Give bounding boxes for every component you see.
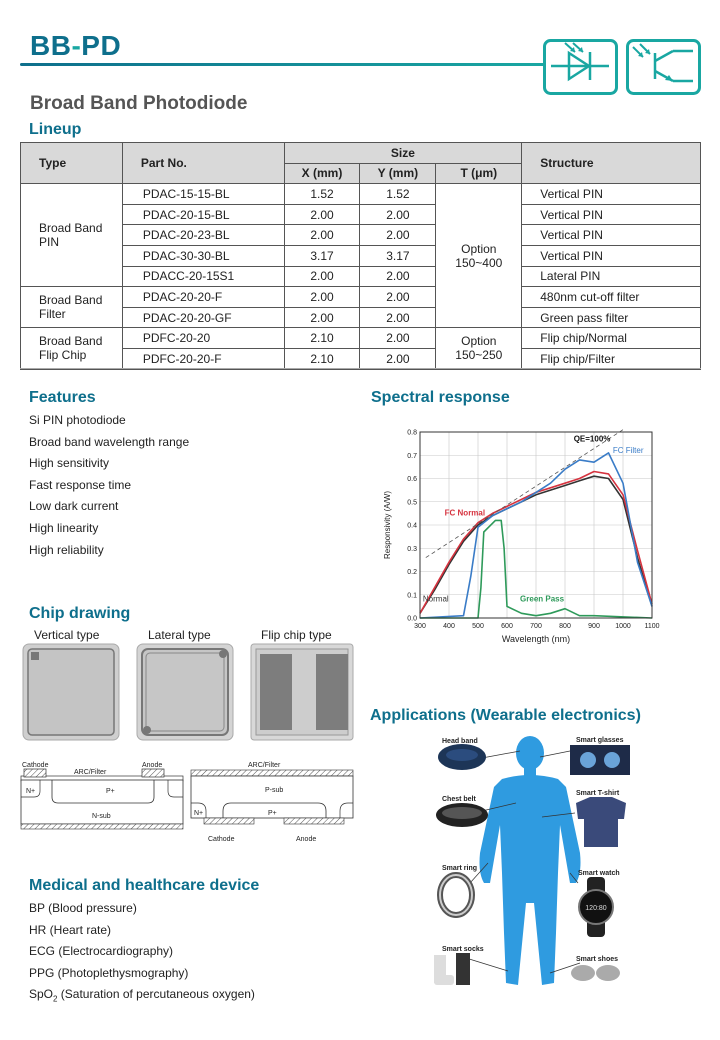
chart-grid: [420, 432, 652, 618]
header-size: Size: [284, 143, 522, 164]
watch-display: 120:80: [585, 905, 607, 912]
caption-vertical: Vertical type: [34, 628, 100, 642]
table-row: [21, 184, 701, 205]
structure-cell: Flip chip/Normal: [522, 328, 701, 349]
part-cell: PDACC-20-15S1: [122, 266, 284, 287]
label-smart-tshirt: Smart T-shirt: [576, 790, 620, 797]
annotation-green-pass: Green Pass: [520, 594, 565, 604]
smart-watch-icon: [579, 877, 613, 937]
header-part: Part No.: [122, 143, 284, 184]
y-tick-label: 0.5: [407, 499, 417, 507]
header-type: Type: [21, 143, 123, 184]
x-cell: 2.10: [284, 348, 360, 369]
table-row: [21, 245, 701, 266]
y-tick-label: 0.6: [407, 476, 417, 483]
label-smart-watch: Smart watch: [578, 870, 620, 877]
pplus-label-left: P+: [106, 788, 115, 795]
y-tick-label: 0.1: [407, 592, 417, 600]
x-tick-label: 300: [414, 623, 426, 630]
spectral-title: Spectral response: [371, 389, 510, 406]
features-title: Features: [29, 389, 96, 406]
y-cell: 2.00: [360, 204, 436, 225]
cross-section-diagram: [18, 755, 363, 850]
lineup-table: [20, 142, 701, 370]
part-cell: PDAC-20-15-BL: [122, 204, 284, 225]
brand-underline: [20, 63, 545, 66]
nplus-label-right: N+: [194, 810, 204, 817]
spo2-prefix: SpO: [29, 987, 54, 1002]
x-cell: 2.00: [284, 307, 360, 328]
medical-item: PPG (Photoplethysmography): [29, 965, 189, 980]
brand-suffix: PD: [81, 30, 122, 61]
t-cell: Option 150~250: [436, 328, 522, 369]
caption-lateral: Lateral type: [148, 628, 211, 642]
flipchip-image: [250, 643, 354, 741]
table-row: [21, 204, 701, 225]
annotation-fc-normal: FC Normal: [444, 508, 486, 518]
medical-item: HR (Heart rate): [29, 922, 112, 937]
x-tick-label: 800: [559, 623, 571, 630]
cathode-label: Cathode: [22, 762, 49, 769]
structure-cell: Vertical PIN: [522, 204, 701, 225]
chest-belt-icon: [436, 803, 488, 827]
header-x: X (mm): [284, 163, 360, 184]
headband-icon: [438, 744, 486, 770]
chart-ylabel: Responsivity (A/W): [383, 490, 392, 560]
human-body-icon: [480, 736, 581, 985]
y-tick-label: 0.4: [407, 522, 417, 530]
label-chest-belt: Chest belt: [442, 796, 476, 803]
brand-prefix: BB: [30, 30, 72, 61]
features-list: [29, 410, 189, 561]
feature-item: High sensitivity: [29, 456, 110, 471]
t-cell: Option 150~400: [436, 184, 522, 328]
feature-item: Si PIN photodiode: [29, 413, 126, 427]
medical-title: Medical and healthcare device: [29, 877, 260, 894]
structure-cell: Green pass filter: [522, 307, 701, 328]
part-cell: PDFC-20-20: [122, 328, 284, 349]
smart-ring-icon: [440, 875, 472, 915]
caption-flipchip: Flip chip type: [261, 628, 332, 642]
y-cell: 3.17: [360, 245, 436, 266]
feature-item: Fast response time: [29, 477, 132, 492]
x-cell: 2.00: [284, 266, 360, 287]
x-cell: 1.52: [284, 184, 360, 205]
nsub-label: N-sub: [92, 813, 111, 820]
annotation-qe: QE=100%: [573, 434, 611, 444]
y-tick-label: 0.8: [407, 429, 417, 437]
arc-label-right: ARC/Filter: [248, 762, 281, 769]
header-structure: Structure: [522, 143, 701, 184]
brand-title: [30, 30, 121, 62]
y-cell: 2.00: [360, 328, 436, 349]
x-cell: 2.00: [284, 204, 360, 225]
cathode-label-right: Cathode: [208, 836, 235, 843]
lateral-chip-image: [136, 643, 234, 741]
x-cell: 3.17: [284, 245, 360, 266]
annotation-normal: Normal: [422, 594, 449, 604]
y-tick-label: 0.3: [407, 545, 417, 553]
part-cell: PDAC-20-23-BL: [122, 225, 284, 246]
medical-list: [29, 898, 255, 1006]
table-row: [21, 287, 701, 308]
series-line-qe-100-: [426, 430, 623, 558]
feature-item: Broad band wavelength range: [29, 434, 190, 449]
feature-item: High reliability: [29, 542, 104, 557]
feature-item: Low dark current: [29, 499, 119, 514]
medical-item-spo2: [29, 984, 255, 1006]
lineup-title: Lineup: [29, 121, 82, 138]
feature-item: High linearity: [29, 520, 99, 535]
y-cell: 2.00: [360, 287, 436, 308]
x-cell: 2.00: [284, 225, 360, 246]
table-row: [21, 348, 701, 369]
part-cell: PDAC-20-20-GF: [122, 307, 284, 328]
header-y: Y (mm): [360, 163, 436, 184]
spo2-subscript: 2: [53, 994, 58, 1004]
annotation-fc-filter: FC Filter: [612, 445, 644, 455]
x-cell: 2.00: [284, 287, 360, 308]
x-tick-label: 900: [588, 623, 600, 630]
type-cell: Broad Band PIN: [21, 184, 123, 287]
chart-xlabel: Wavelength (nm): [501, 634, 571, 644]
applications-figure: [420, 733, 660, 998]
table-row: [21, 225, 701, 246]
structure-cell: Flip chip/Filter: [522, 348, 701, 369]
label-smart-socks: Smart socks: [442, 946, 484, 953]
y-tick-label: 0.0: [407, 615, 417, 623]
part-cell: PDAC-30-30-BL: [122, 245, 284, 266]
part-cell: PDAC-15-15-BL: [122, 184, 284, 205]
table-row: [21, 266, 701, 287]
page-subtitle: Broad Band Photodiode: [30, 93, 248, 114]
brand-dash: -: [71, 30, 82, 61]
smart-socks-icon: [434, 953, 470, 985]
nplus-label-left: N+: [26, 788, 36, 795]
structure-cell: Vertical PIN: [522, 184, 701, 205]
x-tick-label: 700: [530, 623, 542, 630]
structure-cell: Vertical PIN: [522, 225, 701, 246]
header-t: T (μm): [436, 163, 522, 184]
type-cell: Broad Band Filter: [21, 287, 123, 328]
structure-cell: Vertical PIN: [522, 245, 701, 266]
table-row: [21, 307, 701, 328]
part-cell: PDAC-20-20-F: [122, 287, 284, 308]
x-tick-label: 600: [501, 623, 513, 630]
arc-label: ARC/Filter: [74, 769, 107, 776]
table-row: [21, 328, 701, 349]
label-smart-glasses: Smart glasses: [576, 737, 624, 744]
smart-tshirt-icon: [576, 797, 626, 847]
y-cell: 1.52: [360, 184, 436, 205]
x-tick-label: 1000: [615, 623, 631, 630]
x-tick-label: 1100: [644, 623, 660, 630]
anode-label-right: Anode: [296, 836, 317, 843]
label-smart-shoes: Smart shoes: [576, 956, 619, 963]
y-cell: 2.00: [360, 266, 436, 287]
y-tick-label: 0.7: [407, 452, 417, 460]
medical-item: ECG (Electrocardiography): [29, 944, 174, 959]
structure-cell: 480nm cut-off filter: [522, 287, 701, 308]
x-tick-label: 400: [443, 623, 455, 630]
structure-cell: Lateral PIN: [522, 266, 701, 287]
part-cell: PDFC-20-20-F: [122, 348, 284, 369]
spectral-chart: [380, 420, 670, 652]
pplus-label-right: P+: [268, 810, 277, 817]
y-cell: 2.00: [360, 307, 436, 328]
y-tick-label: 0.2: [407, 569, 417, 576]
type-cell: Broad Band Flip Chip: [21, 328, 123, 369]
anode-label: Anode: [142, 762, 163, 769]
x-cell: 2.10: [284, 328, 360, 349]
label-head-band: Head band: [442, 738, 478, 745]
vertical-chip-image: [22, 643, 120, 741]
medical-item: BP (Blood pressure): [29, 901, 137, 915]
spo2-suffix: (Saturation of percutaneous oxygen): [57, 987, 255, 1002]
x-tick-label: 500: [472, 623, 484, 630]
label-smart-ring: Smart ring: [442, 865, 478, 872]
chip-drawing-title: Chip drawing: [29, 605, 131, 622]
section-divider: [20, 368, 701, 369]
psub-label: P-sub: [265, 787, 284, 794]
y-cell: 2.00: [360, 225, 436, 246]
applications-title: Applications (Wearable electronics): [370, 707, 641, 724]
photodiode-logo-icon: [543, 39, 701, 95]
y-cell: 2.00: [360, 348, 436, 369]
smart-shoes-icon: [571, 965, 620, 981]
smart-glasses-icon: [570, 745, 630, 775]
